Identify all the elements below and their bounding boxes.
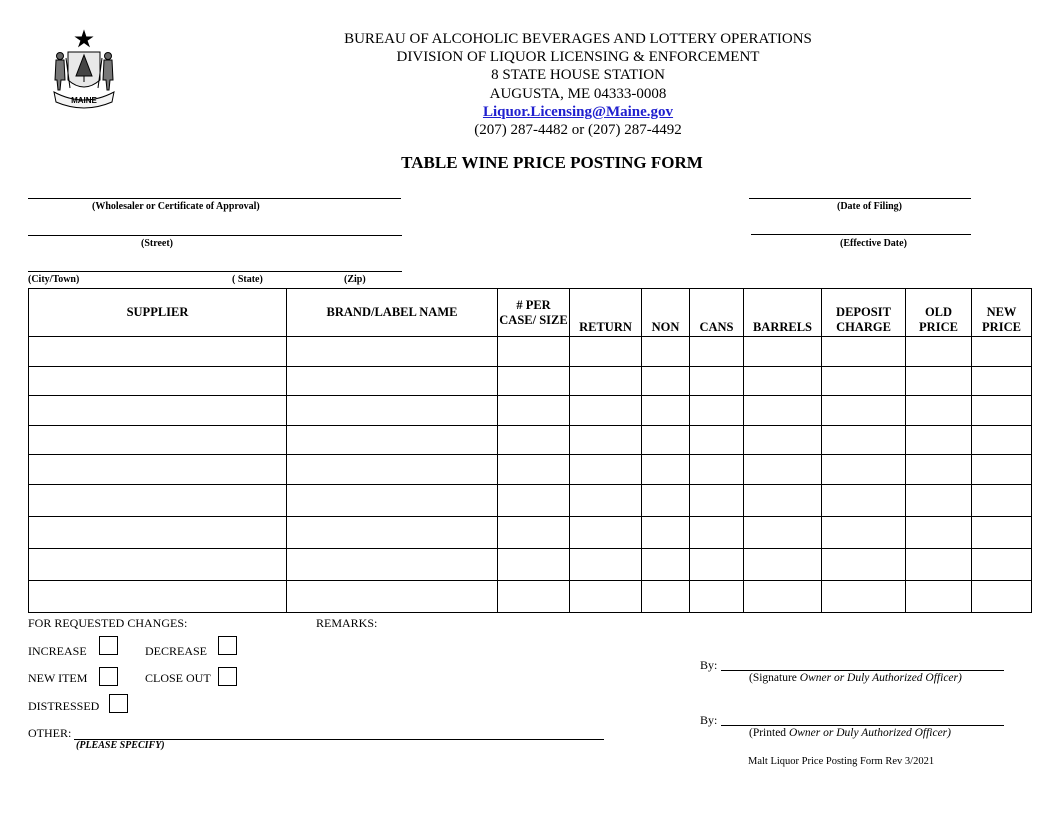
cell-barrels[interactable] (744, 580, 822, 612)
cell-brand-label-name[interactable] (287, 516, 498, 548)
col-per-case-size: # PER CASE/ SIZE (498, 289, 570, 337)
please-specify-label: (PLEASE SPECIFY) (76, 740, 165, 751)
col-brand-label-name: BRAND/LABEL NAME (287, 289, 498, 337)
cell-return[interactable] (570, 484, 642, 516)
cell-brand-label-name[interactable] (287, 425, 498, 455)
table-header-row (29, 289, 1032, 337)
cell-supplier[interactable] (29, 366, 287, 396)
city-label: (City/Town) (28, 274, 80, 285)
decrease-checkbox[interactable] (218, 636, 237, 655)
cell-deposit-charge[interactable] (822, 366, 906, 396)
cell-brand-label-name[interactable] (287, 580, 498, 612)
cell-old-price[interactable] (906, 484, 972, 516)
division-name: DIVISION OF LIQUOR LICENSING & ENFORCEMENT (396, 49, 760, 65)
cell-supplier[interactable] (29, 580, 287, 612)
cell-non[interactable] (642, 516, 690, 548)
cell-new-price[interactable] (972, 516, 1032, 548)
cell-non[interactable] (642, 548, 690, 580)
agency-name: BUREAU OF ALCOHOLIC BEVERAGES AND LOTTERY OPERATIONS (344, 31, 812, 47)
address-line-2: AUGUSTA, ME 04333-0008 (489, 86, 667, 102)
cell-cans[interactable] (690, 366, 744, 396)
table-row (29, 548, 1032, 580)
col-cans: CANS (690, 289, 744, 337)
cell-new-price[interactable] (972, 455, 1032, 485)
col-non: NON (642, 289, 690, 337)
cell-supplier[interactable] (29, 337, 287, 367)
cell-per-case-size[interactable] (498, 516, 570, 548)
decrease-label: DECREASE (145, 644, 208, 658)
table-row (29, 455, 1032, 485)
cell-barrels[interactable] (744, 484, 822, 516)
cell-deposit-charge[interactable] (822, 484, 906, 516)
cell-cans[interactable] (690, 580, 744, 612)
cell-old-price[interactable] (906, 580, 972, 612)
table-row (29, 580, 1032, 612)
cell-return[interactable] (570, 366, 642, 396)
cell-non[interactable] (642, 396, 690, 426)
cell-deposit-charge[interactable] (822, 337, 906, 367)
by-label-printed: By: (700, 713, 718, 727)
street-label: (Street) (141, 238, 174, 249)
cell-per-case-size[interactable] (498, 425, 570, 455)
cell-non[interactable] (642, 425, 690, 455)
zip-label: (Zip) (344, 274, 366, 285)
cell-deposit-charge[interactable] (822, 516, 906, 548)
price-posting-table (28, 288, 1032, 613)
cell-return[interactable] (570, 548, 642, 580)
col-deposit-charge: DEPOSIT CHARGE (822, 289, 906, 337)
cell-barrels[interactable] (744, 366, 822, 396)
cell-new-price[interactable] (972, 580, 1032, 612)
increase-checkbox[interactable] (99, 636, 118, 655)
col-supplier: SUPPLIER (29, 289, 287, 337)
cell-new-price[interactable] (972, 396, 1032, 426)
form-title: TABLE WINE PRICE POSTING FORM (401, 153, 703, 172)
seal-ribbon-text: MAINE (71, 96, 97, 105)
distressed-label: DISTRESSED (28, 699, 100, 713)
cell-old-price[interactable] (906, 548, 972, 580)
cell-barrels[interactable] (744, 337, 822, 367)
cell-brand-label-name[interactable] (287, 455, 498, 485)
city-state-zip-field-line[interactable] (28, 271, 402, 272)
by-label-signature: By: (700, 658, 718, 672)
cell-per-case-size[interactable] (498, 337, 570, 367)
col-barrels: BARRELS (744, 289, 822, 337)
street-field-line[interactable] (28, 235, 402, 236)
cell-non[interactable] (642, 580, 690, 612)
table-row (29, 484, 1032, 516)
cell-deposit-charge[interactable] (822, 425, 906, 455)
cell-supplier[interactable] (29, 396, 287, 426)
cell-cans[interactable] (690, 425, 744, 455)
printed-name-field-line[interactable] (721, 725, 1004, 726)
signature-note: (Signature Owner or Duly Authorized Officer) (749, 672, 962, 684)
distressed-checkbox[interactable] (109, 694, 128, 713)
remarks-label: REMARKS: (316, 616, 378, 630)
cell-old-price[interactable] (906, 425, 972, 455)
cell-barrels[interactable] (744, 396, 822, 426)
cell-cans[interactable] (690, 337, 744, 367)
table-row (29, 396, 1032, 426)
address-line-1: 8 STATE HOUSE STATION (491, 67, 665, 83)
printed-name-note: (Printed Owner or Duly Authorized Officer) (749, 727, 951, 739)
cell-return[interactable] (570, 396, 642, 426)
new-item-checkbox[interactable] (99, 667, 118, 686)
email-link[interactable]: Liquor.Licensing@Maine.gov (482, 104, 674, 120)
cell-cans[interactable] (690, 484, 744, 516)
cell-per-case-size[interactable] (498, 396, 570, 426)
other-label: OTHER: (28, 726, 72, 740)
cell-non[interactable] (642, 366, 690, 396)
cell-cans[interactable] (690, 396, 744, 426)
cell-new-price[interactable] (972, 484, 1032, 516)
cell-cans[interactable] (690, 516, 744, 548)
form-revision-footer: Malt Liquor Price Posting Form Rev 3/2021 (748, 756, 935, 767)
cell-return[interactable] (570, 455, 642, 485)
signature-field-line[interactable] (721, 670, 1004, 671)
cell-brand-label-name[interactable] (287, 337, 498, 367)
increase-label: INCREASE (28, 644, 87, 658)
cell-deposit-charge[interactable] (822, 396, 906, 426)
cell-brand-label-name[interactable] (287, 548, 498, 580)
cell-per-case-size[interactable] (498, 455, 570, 485)
cell-supplier[interactable] (29, 516, 287, 548)
date-of-filing-field-line[interactable] (749, 198, 971, 199)
requested-changes-heading: FOR REQUESTED CHANGES: (28, 616, 188, 630)
cell-barrels[interactable] (744, 548, 822, 580)
cell-new-price[interactable] (972, 337, 1032, 367)
effective-date-field-line[interactable] (751, 234, 971, 235)
cell-non[interactable] (642, 484, 690, 516)
wholesaler-field-line[interactable] (28, 198, 401, 199)
close-out-label: CLOSE OUT (145, 671, 211, 685)
cell-per-case-size[interactable] (498, 484, 570, 516)
col-return: RETURN (570, 289, 642, 337)
cell-old-price[interactable] (906, 337, 972, 367)
table-row (29, 337, 1032, 367)
cell-non[interactable] (642, 337, 690, 367)
cell-deposit-charge[interactable] (822, 455, 906, 485)
close-out-checkbox[interactable] (218, 667, 237, 686)
table-row (29, 516, 1032, 548)
cell-new-price[interactable] (972, 548, 1032, 580)
cell-supplier[interactable] (29, 425, 287, 455)
cell-barrels[interactable] (744, 425, 822, 455)
cell-barrels[interactable] (744, 516, 822, 548)
cell-supplier[interactable] (29, 455, 287, 485)
effective-date-label: (Effective Date) (840, 238, 907, 249)
col-new-price: NEW PRICE (972, 289, 1032, 337)
cell-return[interactable] (570, 337, 642, 367)
col-old-price: OLD PRICE (906, 289, 972, 337)
phone-numbers: (207) 287-4482 or (207) 287-4492 (474, 122, 682, 138)
cell-new-price[interactable] (972, 425, 1032, 455)
state-label: ( State) (232, 274, 263, 285)
cell-return[interactable] (570, 580, 642, 612)
new-item-label: NEW ITEM (28, 671, 88, 685)
cell-old-price[interactable] (906, 516, 972, 548)
cell-brand-label-name[interactable] (287, 484, 498, 516)
cell-cans[interactable] (690, 548, 744, 580)
cell-per-case-size[interactable] (498, 548, 570, 580)
cell-barrels[interactable] (744, 455, 822, 485)
table-row (29, 366, 1032, 396)
cell-brand-label-name[interactable] (287, 396, 498, 426)
cell-per-case-size[interactable] (498, 580, 570, 612)
cell-per-case-size[interactable] (498, 366, 570, 396)
cell-cans[interactable] (690, 455, 744, 485)
cell-non[interactable] (642, 455, 690, 485)
cell-new-price[interactable] (972, 366, 1032, 396)
maine-state-seal (46, 28, 122, 112)
cell-deposit-charge[interactable] (822, 548, 906, 580)
cell-return[interactable] (570, 516, 642, 548)
cell-supplier[interactable] (29, 548, 287, 580)
cell-brand-label-name[interactable] (287, 366, 498, 396)
cell-return[interactable] (570, 425, 642, 455)
cell-old-price[interactable] (906, 366, 972, 396)
table-row (29, 425, 1032, 455)
cell-old-price[interactable] (906, 455, 972, 485)
cell-old-price[interactable] (906, 396, 972, 426)
date-of-filing-label: (Date of Filing) (837, 201, 902, 212)
cell-deposit-charge[interactable] (822, 580, 906, 612)
wholesaler-label: (Wholesaler or Certificate of Approval) (92, 201, 260, 212)
cell-supplier[interactable] (29, 484, 287, 516)
